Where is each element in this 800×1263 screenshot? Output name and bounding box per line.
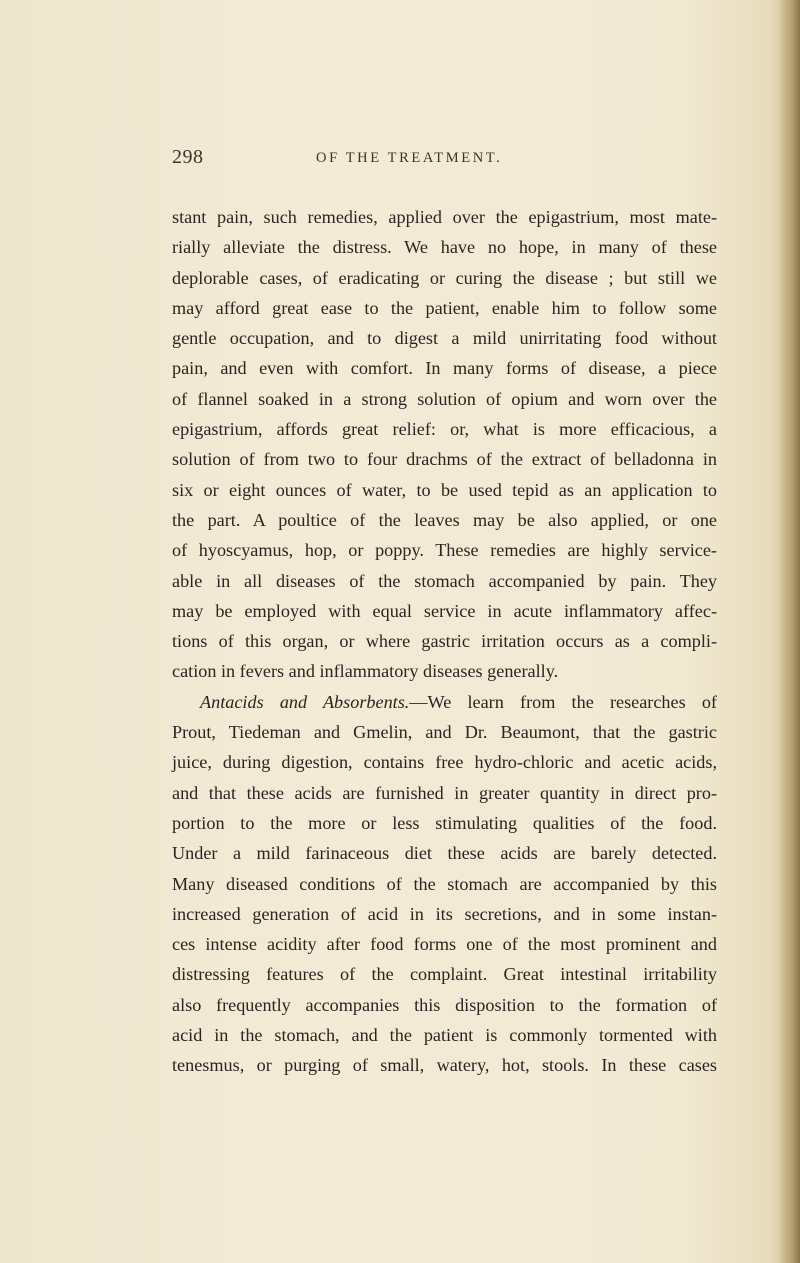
text-line: epigastrium, affords great relief: or, what is more efficacious, a: [172, 419, 717, 440]
text-line: stant pain, such remedies, applied over the epigastrium, most mate-: [172, 207, 717, 227]
text-line: able in all diseases of the stomach accompanied by pain. They: [172, 570, 717, 591]
page-header: [172, 146, 717, 174]
text-line: also frequently accompanies this disposition to the formation of: [172, 994, 717, 1015]
running-head: OF THE TREATMENT.: [316, 150, 503, 166]
section-first-line-text: —We learn from the researches of: [409, 691, 717, 712]
text-line: solution of from two to four drachms of the extract of belladonna in: [172, 449, 717, 470]
text-line: portion to the more or less stimulating qualities of the food.: [172, 812, 717, 833]
text-line: Prout, Tiedeman and Gmelin, and Dr. Beaumont, that the gastric: [172, 722, 717, 743]
text-line: tenesmus, or purging of small, watery, hot, stools. In these cases: [172, 1055, 717, 1076]
text-line: Under a mild farinaceous diet these acids are barely detected.: [172, 843, 717, 864]
text-line: tions of this organ, or where gastric irritation occurs as a compli-: [172, 631, 717, 652]
text-line: ces intense acidity after food forms one of the most prominent and: [172, 934, 717, 955]
text-line: may be employed with equal service in acute inflammatory affec-: [172, 600, 717, 621]
section-start-line: [172, 687, 717, 717]
text-line: gentle occupation, and to digest a mild unirritating food without: [172, 328, 717, 349]
text-line: the part. A poultice of the leaves may be also applied, or one: [172, 509, 717, 530]
text-line: of flannel soaked in a strong solution of opium and worn over the: [172, 388, 717, 409]
text-line: pain, and even with comfort. In many forms of disease, a piece: [172, 358, 717, 379]
page-edge-shadow: [778, 0, 800, 1263]
text-line: distressing features of the complaint. Great intestinal irritability: [172, 964, 717, 985]
text-line: Many diseased conditions of the stomach are accompanied by this: [172, 873, 717, 894]
text-line: deplorable cases, of eradicating or curing the disease ; but still we: [172, 267, 717, 288]
text-line: of hyoscyamus, hop, or poppy. These remedies are highly service-: [172, 540, 717, 561]
text-line: may afford great ease to the patient, enable him to follow some: [172, 297, 717, 318]
page-number: 298: [172, 146, 204, 168]
text-line: rially alleviate the distress. We have no hope, in many of these: [172, 237, 717, 258]
text-line: and that these acids are furnished in greater quantity in direct pro-: [172, 782, 717, 803]
text-line: increased generation of acid in its secretions, and in some instan-: [172, 903, 717, 924]
text-line: acid in the stomach, and the patient is commonly tormented with: [172, 1025, 717, 1046]
text-line: juice, during digestion, contains free hydro-chloric and acetic acids,: [172, 752, 717, 773]
text-line: cation in fevers and inflammatory diseases generally.: [172, 661, 559, 682]
body-text: [172, 202, 717, 1081]
section-heading: Antacids and Absorbents.: [200, 691, 410, 712]
text-line: six or eight ounces of water, to be used tepid as an application to: [172, 479, 717, 500]
